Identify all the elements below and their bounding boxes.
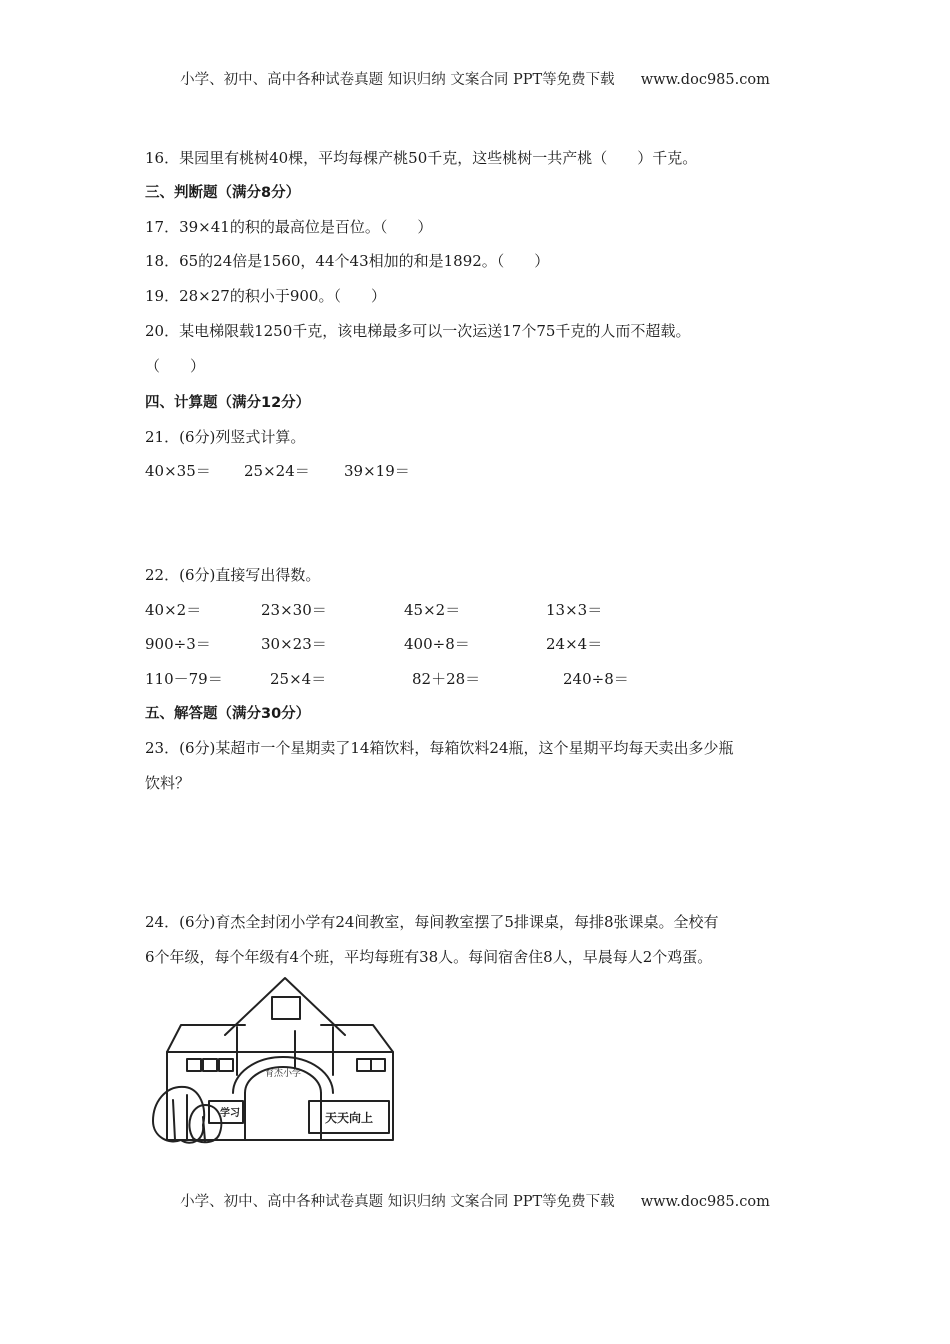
question-23-line1: 23．(6分)某超市一个星期卖了14箱饮料，每箱饮料24瓶，这个星期平均每天卖出多少瓶 [145, 739, 734, 757]
q22-cell: 82＋28＝ [412, 670, 481, 688]
q22-row [0, 633, 950, 653]
question-24-line2: 6个年级，每个年级有4个班，平均每班有38人。每间宿舍住8人，早晨每人2个鸡蛋。 [145, 948, 713, 966]
right-board-text: 天天向上 [324, 1111, 374, 1125]
q22-cell: 240÷8＝ [563, 670, 629, 688]
question-18: 18．65的24倍是1560，44个43相加的和是1892。（ ） [145, 252, 550, 270]
question-17: 17．39×41的积的最高位是百位。（ ） [145, 218, 433, 236]
q21-item: 25×24＝ [244, 462, 310, 480]
section-5-heading: 五、解答题（满分30分） [145, 706, 311, 722]
q22-cell: 45×2＝ [404, 601, 461, 619]
q21-item: 39×19＝ [344, 462, 410, 480]
page-footer [0, 1190, 950, 1211]
question-21-items [0, 460, 950, 480]
question-22-title: 22．(6分)直接写出得数。 [145, 566, 321, 584]
question-19: 19．28×27的积小于900。（ ） [145, 287, 386, 305]
q21-item: 40×35＝ [145, 462, 211, 480]
q22-cell: 25×4＝ [270, 670, 327, 688]
q22-cell: 23×30＝ [261, 601, 327, 619]
question-23-line2: 饮料？ [145, 774, 191, 792]
question-20-line1: 20．某电梯限载1250千克，该电梯最多可以一次运送17个75千克的人而不超载。 [145, 322, 691, 340]
footer-text: 小学、初中、高中各种试卷真题 知识归纳 文案合同 PPT等免费下载 [180, 1194, 615, 1210]
school-sign: 育杰小学 [264, 1069, 302, 1079]
q22-row [0, 668, 950, 688]
question-20-line2: （ ） [145, 357, 206, 375]
section-3-heading: 三、判断题（满分8分） [145, 185, 301, 201]
school-illustration [145, 975, 405, 1150]
q22-cell: 40×2＝ [145, 601, 202, 619]
q22-cell: 110－79＝ [145, 670, 223, 688]
q22-cell: 30×23＝ [261, 635, 327, 653]
left-board-text: 学习 [220, 1108, 240, 1119]
section-4-heading: 四、计算题（满分12分） [145, 395, 311, 411]
question-24-line1: 24．(6分)育杰全封闭小学有24间教室，每间教室摆了5排课桌，每排8张课桌。全校有 [145, 913, 719, 931]
q22-cell: 900÷3＝ [145, 635, 211, 653]
header-site: www.doc985.com [640, 72, 770, 88]
question-21-title: 21．(6分)列竖式计算。 [145, 428, 306, 446]
footer-site: www.doc985.com [640, 1194, 770, 1210]
q22-cell: 13×3＝ [546, 601, 603, 619]
question-16: 16．果园里有桃树40棵，平均每棵产桃50千克，这些桃树一共产桃（ ）千克。 [145, 149, 698, 167]
header-text: 小学、初中、高中各种试卷真题 知识归纳 文案合同 PPT等免费下载 [180, 72, 615, 88]
q22-row [0, 599, 950, 619]
page-header [0, 68, 950, 89]
q22-cell: 24×4＝ [546, 635, 603, 653]
q22-cell: 400÷8＝ [404, 635, 470, 653]
